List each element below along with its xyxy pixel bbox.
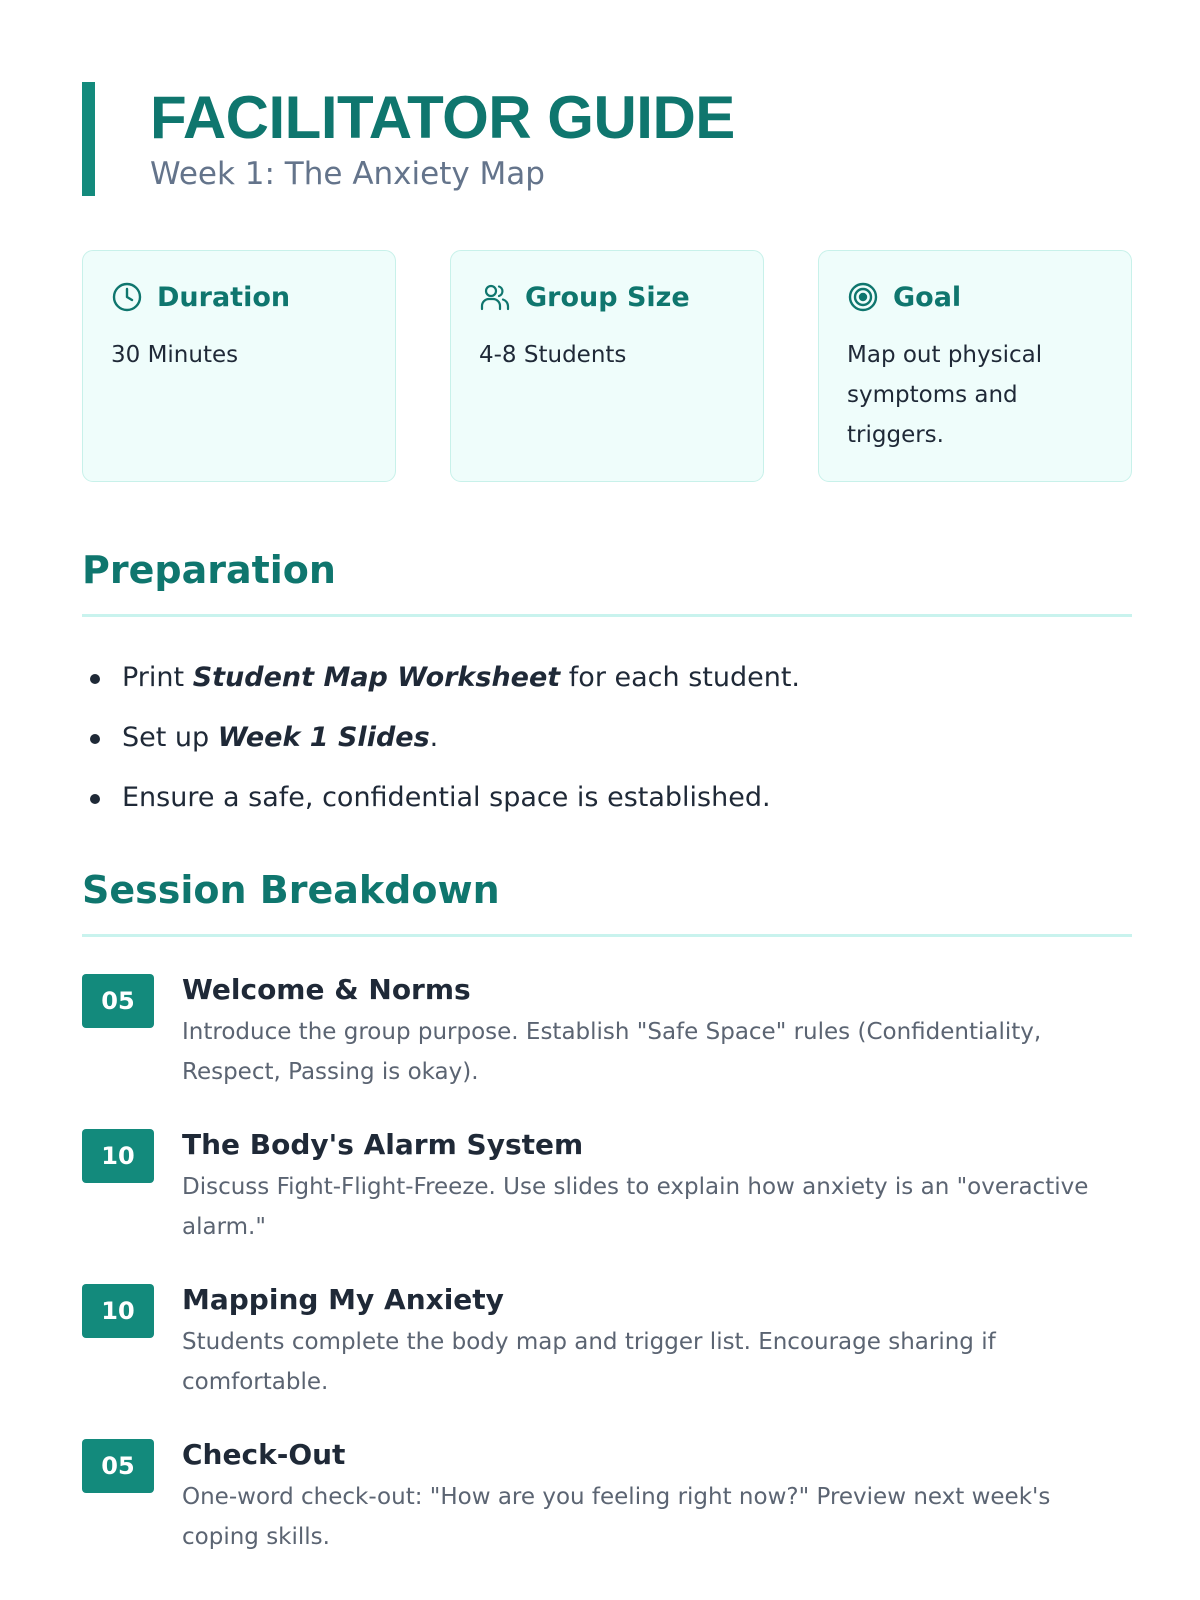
preparation-item-text: Ensure a safe, confidential space is established.: [122, 782, 771, 813]
session-row-title: Mapping My Anxiety: [182, 1283, 504, 1316]
minutes-badge: 05: [82, 974, 154, 1028]
preparation-list: [82, 648, 1132, 828]
preparation-item-emphasis: Student Map Worksheet: [192, 662, 561, 693]
session-row: [82, 1437, 1132, 1592]
info-cards: [82, 250, 1132, 482]
bullet-icon: [90, 674, 100, 684]
session-row-body: [182, 1437, 1132, 1557]
session-breakdown-heading: Session Breakdown: [82, 868, 1132, 937]
minutes-badge: 10: [82, 1284, 154, 1338]
duration-card-title: Duration: [157, 281, 291, 313]
preparation-heading: Preparation: [82, 548, 1132, 617]
duration-card-header: [111, 281, 367, 313]
preparation-item: [82, 648, 1132, 708]
group-size-card-title: Group Size: [525, 281, 690, 313]
goal-card-title: Goal: [893, 281, 962, 313]
page-header: [82, 82, 735, 196]
users-icon: [479, 281, 511, 313]
goal-card: [818, 250, 1132, 482]
clock-icon: [111, 281, 143, 313]
session-row: [82, 1282, 1132, 1437]
session-row-body: [182, 1127, 1132, 1247]
session-row-title: The Body's Alarm System: [182, 1128, 584, 1161]
bullet-icon: [90, 794, 100, 804]
preparation-item-text-end: .: [429, 722, 439, 753]
group-size-card: [450, 250, 764, 482]
session-row: [82, 972, 1132, 1127]
session-row-title: Check-Out: [182, 1438, 346, 1471]
group-size-card-text: 4-8 Students: [479, 342, 627, 368]
preparation-item: [82, 708, 1132, 768]
goal-card-header: [847, 281, 1103, 313]
session-breakdown-list: [82, 972, 1132, 1592]
duration-card-text: 30 Minutes: [111, 342, 239, 368]
preparation-item: [82, 768, 1132, 828]
session-row-description: Discuss Fight-Flight-Freeze. Use slides to explain how anxiety is an "overactive alarm.": [182, 1174, 1089, 1240]
preparation-item-text-end: for each student.: [560, 662, 801, 693]
session-row-title: Welcome & Norms: [182, 973, 471, 1006]
bullet-icon: [90, 734, 100, 744]
preparation-item-text: Print: [122, 662, 193, 693]
session-row-description: Introduce the group purpose. Establish "Safe Space" rules (Confidentiality, Respect, Passing is okay).: [182, 1019, 1042, 1085]
session-row-description: Students complete the body map and trigger list. Encourage sharing if comfortable.: [182, 1329, 996, 1395]
session-row-body: [182, 1282, 1132, 1402]
minutes-badge: 05: [82, 1439, 154, 1493]
preparation-item-text: Set up: [122, 722, 218, 753]
target-icon: [847, 281, 879, 313]
session-row-description: One-word check-out: "How are you feeling right now?" Preview next week's coping skills.: [182, 1484, 1051, 1550]
preparation-item-emphasis: Week 1 Slides: [217, 722, 430, 753]
session-row: [82, 1127, 1132, 1282]
page-subtitle: Week 1: The Anxiety Map: [150, 156, 545, 192]
goal-card-text: Map out physical symptoms and triggers.: [847, 342, 1043, 448]
page-title: FACILITATOR GUIDE: [150, 84, 735, 151]
group-size-card-header: [479, 281, 735, 313]
duration-card: [82, 250, 396, 482]
minutes-badge: 10: [82, 1129, 154, 1183]
session-row-body: [182, 972, 1132, 1092]
